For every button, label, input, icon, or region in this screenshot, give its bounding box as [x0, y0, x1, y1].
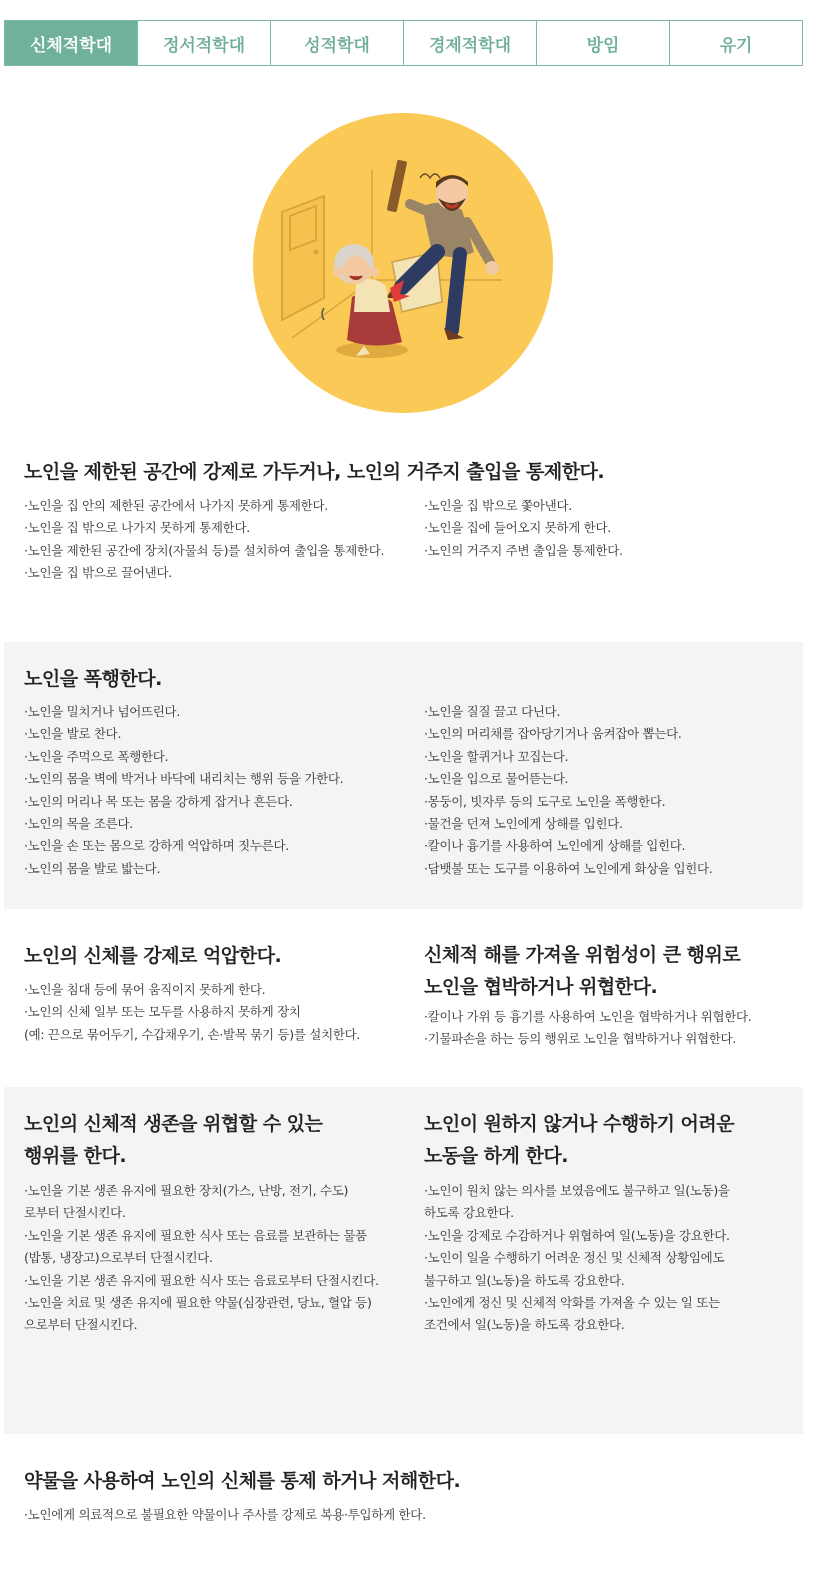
heading-drugs: 약물을 사용하여 노인의 신체를 통제 하거나 저해한다.	[24, 1470, 461, 1492]
list-assault-left	[24, 701, 343, 880]
list-item: ·노인을 집 밖으로 나가지 못하게 통제한다.	[24, 520, 250, 536]
heading-labor-line2: 노동을 하게 한다.	[424, 1145, 568, 1167]
list-item: 조건에서 일(노동)을 하도록 강요한다.	[424, 1317, 625, 1333]
list-drugs	[24, 1504, 426, 1526]
tab-abandonment[interactable]: 유기	[669, 21, 802, 65]
list-survival	[24, 1180, 379, 1337]
list-item: ·노인을 집에 들어오지 못하게 한다.	[424, 520, 611, 536]
list-item: ·노인을 기본 생존 유지에 필요한 식사 또는 음료로부터 단절시킨다.	[24, 1272, 379, 1288]
list-item: ·노인을 기본 생존 유지에 필요한 장치(가스, 난방, 전기, 수도)	[24, 1183, 349, 1198]
list-item: ·칼이나 가위 등 흉기를 사용하여 노인을 협박하거나 위협한다.	[424, 1009, 752, 1024]
tab-physical-abuse[interactable]: 신체적학대	[5, 21, 137, 65]
section-survival-labor	[4, 1087, 803, 1434]
list-item: ·노인이 일을 수행하기 어려운 정신 및 신체적 상황임에도	[424, 1250, 725, 1266]
list-item: ·노인을 침대 등에 묶어 움직이지 못하게 한다.	[24, 982, 266, 997]
list-item: ·노인을 밀치거나 넘어뜨린다.	[24, 704, 180, 719]
list-item: 으로부터 단절시킨다.	[24, 1317, 138, 1333]
list-restraint	[24, 979, 360, 1046]
abuse-illustration	[252, 112, 554, 414]
list-item: 불구하고 일(노동)을 하도록 강요한다.	[424, 1272, 625, 1288]
list-item: ·노인을 집 밖으로 쫓아낸다.	[424, 498, 572, 513]
list-item: ·노인의 거주지 주변 출입을 통제한다.	[424, 542, 623, 558]
heading-labor-line1: 노인이 원하지 않거나 수행하기 어려운	[424, 1113, 735, 1135]
list-item: ·노인을 강제로 수감하거나 위협하여 일(노동)을 강요한다.	[424, 1227, 730, 1243]
list-item: ·노인이 원치 않는 의사를 보였음에도 불구하고 일(노동)을	[424, 1183, 730, 1198]
list-item: ·노인의 머리나 목 또는 몸을 강하게 잡거나 흔든다.	[24, 793, 293, 809]
list-item: ·노인의 머리채를 잡아당기거나 움켜잡아 뽑는다.	[424, 726, 682, 742]
tab-emotional-abuse[interactable]: 정서적학대	[137, 21, 270, 65]
tab-sexual-abuse[interactable]: 성적학대	[270, 21, 403, 65]
list-item: ·노인의 몸을 벽에 박거나 바닥에 내리치는 행위 등을 가한다.	[24, 771, 344, 787]
list-item: ·담뱃불 또는 도구를 이용하여 노인에게 화상을 입힌다.	[424, 860, 713, 876]
list-item: 하도록 강요한다.	[424, 1205, 514, 1221]
list-labor	[424, 1180, 730, 1337]
section-drugs	[4, 1434, 803, 1554]
list-item: ·몽둥이, 빗자루 등의 도구로 노인을 폭행한다.	[424, 793, 666, 809]
section-restraint-threat	[4, 909, 803, 1087]
heading-survival-line1: 노인의 신체적 생존을 위협할 수 있는	[24, 1113, 323, 1135]
list-item: ·노인을 치료 및 생존 유지에 필요한 약물(심장관련, 당뇨, 혈압 등)	[24, 1295, 372, 1311]
list-item: ·노인을 집 밖으로 끌어낸다.	[24, 565, 172, 581]
heading-threat-line1: 신체적 해를 가져올 위험성이 큰 행위로	[424, 944, 741, 966]
list-item: ·노인의 신체 일부 또는 모두를 사용하지 못하게 장치	[24, 1004, 301, 1020]
section-assault	[4, 642, 803, 909]
list-item: ·노인을 제한된 공간에 장치(자물쇠 등)를 설치하여 출입을 통제한다.	[24, 542, 385, 558]
list-item: ·노인의 목을 조른다.	[24, 816, 133, 832]
list-item: ·노인을 주먹으로 폭행한다.	[24, 748, 169, 764]
tab-financial-abuse[interactable]: 경제적학대	[403, 21, 536, 65]
heading-confinement: 노인을 제한된 공간에 강제로 가두거나, 노인의 거주지 출입을 통제한다.	[24, 461, 605, 483]
heading-threat-line2: 노인을 협박하거나 위협한다.	[424, 976, 658, 998]
tab-neglect[interactable]: 방임	[536, 21, 669, 65]
list-item: ·노인의 몸을 발로 밟는다.	[24, 860, 161, 876]
list-assault-right	[424, 701, 712, 880]
list-item: ·노인을 집 안의 제한된 공간에서 나가지 못하게 통제한다.	[24, 498, 328, 513]
list-item: (예: 끈으로 묶어두기, 수갑채우기, 손·발목 묶기 등)를 설치한다.	[24, 1026, 361, 1042]
list-item: ·노인에게 정신 및 신체적 악화를 가져올 수 있는 일 또는	[424, 1295, 720, 1311]
list-item: 로부터 단절시킨다.	[24, 1205, 126, 1221]
list-item: ·기물파손을 하는 등의 행위로 노인을 협박하거나 위협한다.	[424, 1031, 736, 1047]
list-confinement-left	[24, 495, 384, 585]
heading-assault: 노인을 폭행한다.	[24, 668, 162, 690]
section-confinement	[4, 440, 803, 620]
list-item: ·노인을 질질 끌고 다닌다.	[424, 704, 561, 719]
list-confinement-right	[424, 495, 623, 562]
list-item: ·노인에게 의료적으로 불필요한 약물이나 주사를 강제로 복용·투입하게 한다.	[24, 1507, 426, 1522]
list-item: ·물건을 던져 노인에게 상해를 입힌다.	[424, 816, 623, 832]
heading-restraint: 노인의 신체를 강제로 억압한다.	[24, 945, 282, 967]
list-item: (밥통, 냉장고)으로부터 단절시킨다.	[24, 1250, 213, 1266]
list-item: ·노인을 손 또는 몸으로 강하게 억압하며 짓누른다.	[24, 838, 289, 854]
heading-survival-line2: 행위를 한다.	[24, 1145, 127, 1167]
list-threat	[424, 1006, 751, 1051]
list-item: ·노인을 기본 생존 유지에 필요한 식사 또는 음료를 보관하는 물품	[24, 1227, 367, 1243]
category-tabs	[4, 20, 803, 66]
list-item: ·노인을 할퀴거나 꼬집는다.	[424, 748, 569, 764]
list-item: ·칼이나 흉기를 사용하여 노인에게 상해를 입힌다.	[424, 838, 686, 854]
list-item: ·노인을 입으로 물어뜯는다.	[424, 771, 569, 787]
list-item: ·노인을 발로 찬다.	[24, 726, 122, 742]
